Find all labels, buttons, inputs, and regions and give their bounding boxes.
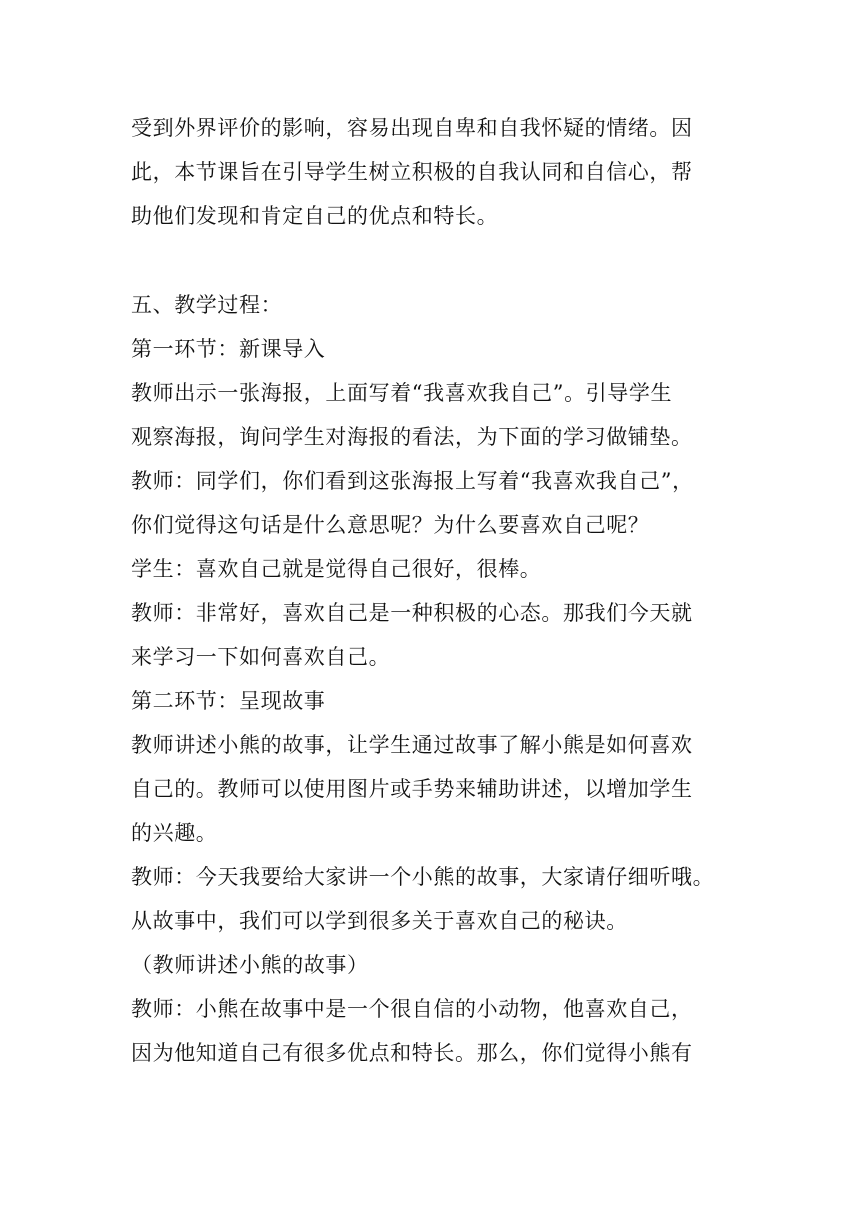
dialogue-line: 因为他知道自己有很多优点和特长。那么，你们觉得小熊有 bbox=[131, 1041, 693, 1065]
dialogue-line: 教师：非常好，喜欢自己是一种积极的心态。那我们今天就 bbox=[131, 601, 693, 625]
dialogue-line: 你们觉得这句话是什么意思呢？为什么要喜欢自己呢？ bbox=[131, 513, 650, 537]
text-line: 教师出示一张海报，上面写着“我喜欢我自己”。引导学生 bbox=[131, 381, 673, 405]
text-line: 此，本节课旨在引导学生树立积极的自我认同和自信心，帮 bbox=[131, 160, 693, 184]
text-line: 受到外界评价的影响，容易出现自卑和自我怀疑的情绪。因 bbox=[131, 116, 693, 140]
dialogue-line: 教师：同学们，你们看到这张海报上写着“我喜欢我自己”， bbox=[131, 469, 694, 493]
text-line: 的兴趣。 bbox=[131, 821, 218, 845]
text-line: 自己的。教师可以使用图片或手势来辅助讲述，以增加学生 bbox=[131, 777, 693, 801]
dialogue-line: 教师：今天我要给大家讲一个小熊的故事，大家请仔细听哦。 bbox=[131, 865, 715, 889]
dialogue-line: 来学习一下如何喜欢自己。 bbox=[131, 645, 391, 669]
dialogue-line: 学生：喜欢自己就是觉得自己很好，很棒。 bbox=[131, 557, 542, 581]
dialogue-line: 从故事中，我们可以学到很多关于喜欢自己的秘诀。 bbox=[131, 909, 628, 933]
subsection-heading: 第二环节：呈现故事 bbox=[131, 689, 326, 713]
text-line: 观察海报，询问学生对海报的看法，为下面的学习做铺垫。 bbox=[131, 425, 693, 449]
subsection-heading: 第一环节：新课导入 bbox=[131, 337, 326, 361]
dialogue-line: 教师：小熊在故事中是一个很自信的小动物，他喜欢自己， bbox=[131, 997, 693, 1021]
text-line: 助他们发现和肯定自己的优点和特长。 bbox=[131, 204, 499, 228]
stage-direction: （教师讲述小熊的故事） bbox=[131, 953, 369, 977]
text-line: 教师讲述小熊的故事，让学生通过故事了解小熊是如何喜欢 bbox=[131, 733, 693, 757]
section-heading: 五、教学过程： bbox=[131, 293, 283, 317]
